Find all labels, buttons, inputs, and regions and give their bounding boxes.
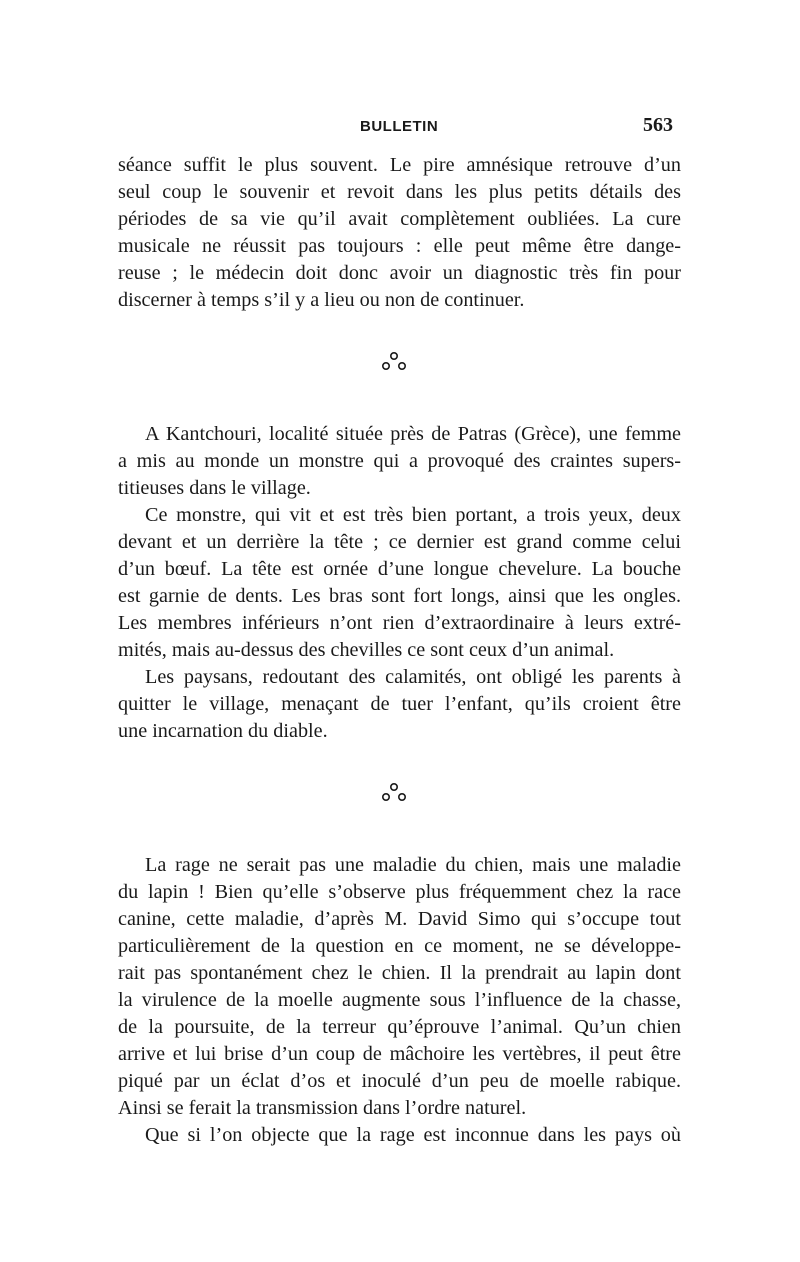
text-line: A Kantchouri, localité située près de Patras (Grèce), une femme (145, 423, 681, 445)
running-title: BULLETIN (360, 118, 439, 135)
text-line: quitter le village, menaçant de tuer l’enfant, qu’ils croient être (118, 693, 681, 715)
text-line: reuse ; le médecin doit donc avoir un diagnostic très fin pour (118, 262, 681, 284)
paragraph-kantchouri (118, 421, 681, 502)
text-line: piqué par un éclat d’os et inoculé d’un peu de moelle rabique. (118, 1070, 681, 1092)
paragraph-objection (118, 1122, 681, 1149)
text-line: canine, cette maladie, d’après M. David Simo qui s’occupe tout (118, 908, 681, 930)
text-line: de la poursuite, de la terreur qu’éprouve l’animal. Qu’un chien (118, 1016, 681, 1038)
text-line: devant et un derrière la tête ; ce dernier est grand comme celui (118, 531, 681, 553)
text-line: est garnie de dents. Les bras sont fort longs, ainsi que les ongles. (118, 585, 681, 607)
paragraph-monstre (118, 502, 681, 664)
text-line: la virulence de la moelle augmente sous l’influence de la chasse, (118, 989, 681, 1011)
text-line: Ainsi se ferait la transmission dans l’ordre naturel. (118, 1097, 527, 1119)
paragraph-rage (118, 852, 681, 1122)
text-line: discerner à temps s’il y a lieu ou non de continuer. (118, 289, 525, 311)
text-line: séance suffit le plus souvent. Le pire amnésique retrouve d’un (118, 154, 681, 176)
text-line: Les membres inférieurs n’ont rien d’extraordinaire à leurs extré- (118, 612, 681, 634)
page-number: 563 (643, 114, 673, 136)
text-line: d’un bœuf. La tête est ornée d’une longue chevelure. La bouche (118, 558, 681, 580)
text-line: titieuses dans le village. (118, 477, 311, 499)
section-separator (118, 745, 681, 852)
text-line: périodes de sa vie qu’il avait complètement oubliées. La cure (118, 208, 681, 230)
running-head (0, 114, 800, 148)
text-line: musicale ne réussit pas toujours : elle peut même être dange- (118, 235, 681, 257)
text-line: du lapin ! Bien qu’elle s’observe plus fréquemment chez la race (118, 881, 681, 903)
paragraph-cure-musicale (118, 152, 681, 314)
text-line: Les paysans, redoutant des calamités, ont obligé les parents à (145, 666, 681, 688)
text-line: seul coup le souvenir et revoit dans les plus petits détails des (118, 181, 681, 203)
paragraph-paysans (118, 664, 681, 745)
text-line: Ce monstre, qui vit et est très bien portant, a trois yeux, deux (145, 504, 681, 526)
asterism-ornament (381, 351, 407, 373)
text-line: a mis au monde un monstre qui a provoqué des craintes supers- (118, 450, 681, 472)
section-separator (118, 314, 681, 421)
text-line: arrive et lui brise d’un coup de mâchoire les vertèbres, il peut être (118, 1043, 681, 1065)
text-line: Que si l’on objecte que la rage est inconnue dans les pays où (145, 1124, 681, 1146)
text-line: une incarnation du diable. (118, 720, 328, 742)
text-line: rait pas spontanément chez le chien. Il la prendrait au lapin dont (118, 962, 681, 984)
text-line: La rage ne serait pas une maladie du chien, mais une maladie (145, 854, 681, 876)
text-line: mités, mais au-dessus des chevilles ce sont ceux d’un animal. (118, 639, 615, 661)
asterism-ornament (381, 782, 407, 804)
text-line: particulièrement de la question en ce moment, ne se développe- (118, 935, 681, 957)
body-text (118, 152, 681, 1149)
